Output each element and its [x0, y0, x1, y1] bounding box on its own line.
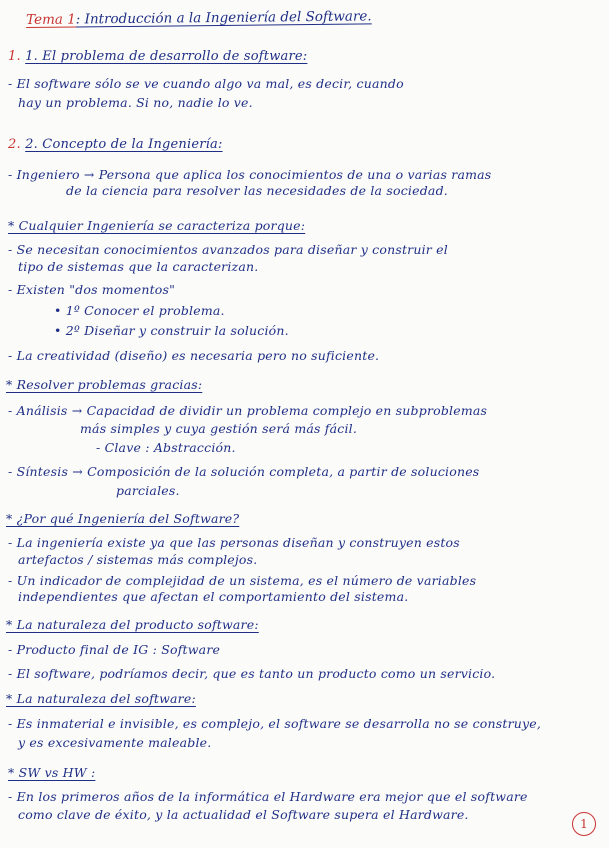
note-line: hay un problema. Si no, nadie lo ve.: [18, 95, 253, 110]
note-line: - El software sólo se ve cuando algo va mal, es decir, cuando: [8, 76, 404, 91]
note-line: más simples y cuya gestión será más fácil.: [80, 421, 358, 436]
heading-naturaleza: * La naturaleza del software:: [6, 691, 196, 706]
note-line: - Es inmaterial e invisible, es complejo, el software se desarrolla no se construye,: [8, 716, 542, 731]
note-line: - Clave : Abstracción.: [96, 440, 236, 455]
note-line: - El software, podríamos decir, que es tanto un producto como un servicio.: [8, 666, 496, 681]
section-number: 2.: [8, 137, 21, 152]
heading-caracteriza: * Cualquier Ingeniería se caracteriza porque:: [8, 218, 306, 233]
note-line: • 1º Conocer el problema.: [54, 303, 225, 318]
note-line: - En los primeros años de la informática el Hardware era mejor que el software: [8, 789, 528, 804]
note-line: independientes que afectan el comportamiento del sistema.: [18, 589, 409, 604]
note-line: - Síntesis → Composición de la solución completa, a partir de soluciones: [8, 464, 480, 479]
section-2-text: 2. Concepto de la Ingeniería:: [25, 137, 223, 152]
heading-producto: * La naturaleza del producto software:: [6, 617, 259, 632]
note-line: y es excesivamente maleable.: [18, 735, 212, 750]
heading-por-que: * ¿Por qué Ingeniería del Software?: [6, 511, 240, 526]
note-line: de la ciencia para resolver las necesidades de la sociedad.: [66, 183, 448, 198]
section-1-heading: [8, 50, 307, 64]
note-line: como clave de éxito, y la actualidad el Software supera el Hardware.: [18, 807, 469, 822]
section-number: 1.: [8, 49, 21, 64]
note-line: - Existen "dos momentos": [8, 282, 176, 297]
section-2-heading: [8, 138, 223, 152]
note-line: tipo de sistemas que la caracterizan.: [18, 259, 259, 274]
note-line: parciales.: [116, 483, 180, 498]
note-line: - Análisis → Capacidad de dividir un problema complejo en subproblemas: [8, 403, 488, 418]
page-title: [26, 8, 372, 28]
title-rest: : Introducción a la Ingeniería del Software.: [75, 8, 372, 28]
note-line: • 2º Diseñar y construir la solución.: [54, 323, 289, 338]
note-line: - Producto final de IG : Software: [8, 642, 221, 657]
note-line: - Un indicador de complejidad de un sistema, es el número de variables: [8, 573, 477, 588]
heading-sw-hw: * SW vs HW :: [8, 765, 96, 780]
heading-resolver: * Resolver problemas gracias:: [6, 377, 203, 392]
note-line: artefactos / sistemas más complejos.: [18, 552, 258, 567]
title-tema: Tema 1: [26, 11, 76, 28]
note-line: - Ingeniero → Persona que aplica los conocimientos de una o varias ramas: [8, 167, 492, 182]
note-line: - La ingeniería existe ya que las personas diseñan y construyen estos: [8, 535, 460, 550]
note-line: - Se necesitan conocimientos avanzados para diseñar y construir el: [8, 242, 448, 257]
note-line: - La creatividad (diseño) es necesaria pero no suficiente.: [8, 348, 380, 363]
page-number-circle: 1: [572, 812, 596, 836]
section-1-text: 1. El problema de desarrollo de software:: [25, 49, 308, 64]
